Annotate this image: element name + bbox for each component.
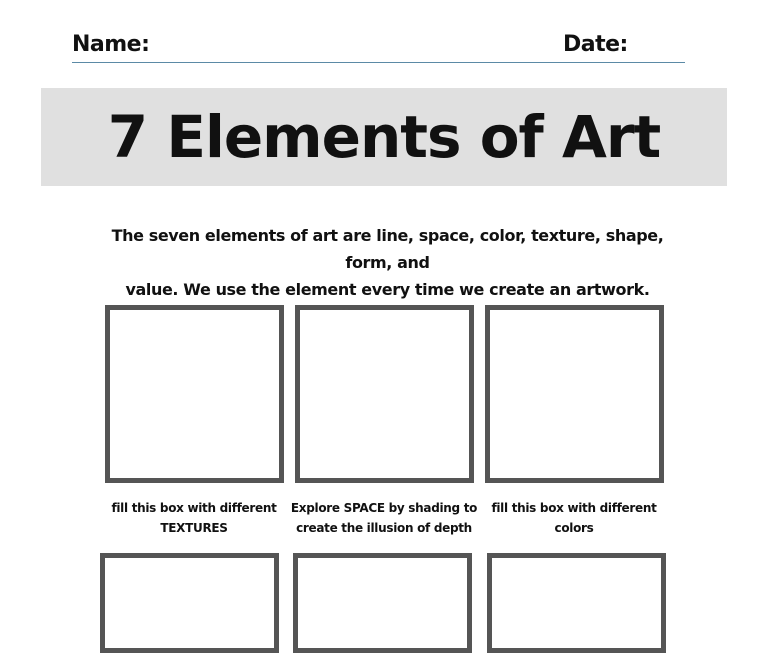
caption-line: TEXTURES — [160, 521, 228, 535]
name-label: Name: — [72, 32, 150, 57]
texture-box[interactable] — [105, 305, 284, 483]
name-date-row — [72, 30, 685, 63]
title-banner — [41, 88, 727, 186]
caption-line: fill this box with different — [491, 501, 657, 515]
color-box[interactable] — [485, 305, 664, 483]
drawing-box[interactable] — [487, 553, 666, 653]
caption-line: fill this box with different — [111, 501, 277, 515]
color-box-caption — [474, 498, 674, 538]
drawing-box[interactable] — [100, 553, 279, 653]
intro-text — [100, 222, 675, 303]
date-label: Date: — [563, 32, 628, 57]
space-box[interactable] — [295, 305, 474, 483]
drawing-box[interactable] — [293, 553, 472, 653]
texture-box-caption — [94, 498, 294, 538]
caption-line: Explore SPACE by shading to — [290, 501, 478, 515]
intro-line-1: The seven elements of art are line, space, color, texture, shape, form, and — [111, 226, 664, 272]
caption-line: colors — [554, 521, 594, 535]
page-title: 7 Elements of Art — [107, 103, 661, 171]
caption-line: create the illusion of depth — [296, 521, 472, 535]
intro-line-2: value. We use the element every time we create an artwork. — [125, 280, 650, 299]
space-box-caption — [284, 498, 484, 538]
